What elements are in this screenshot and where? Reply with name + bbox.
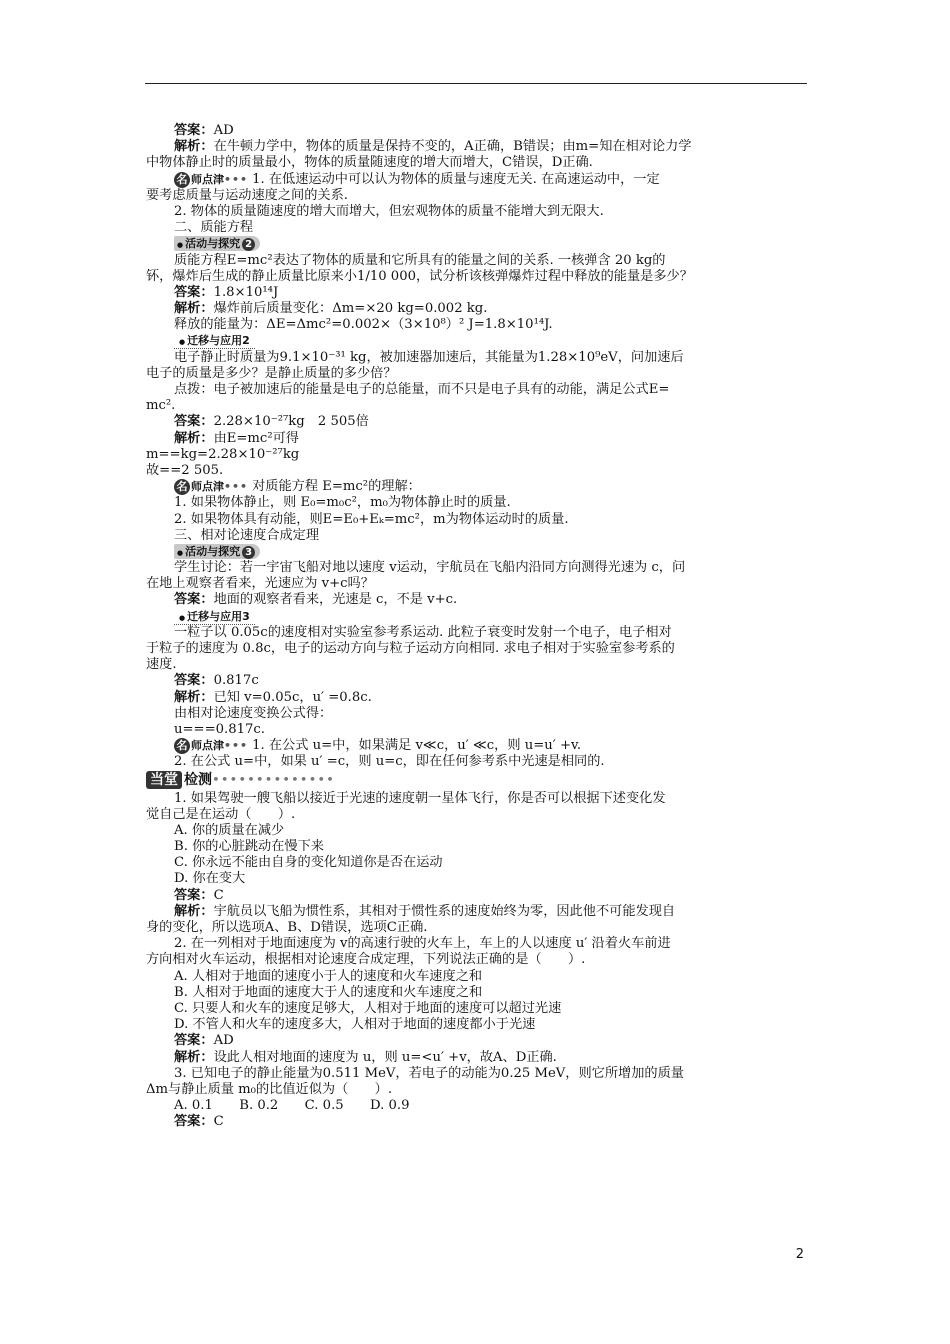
label-prefix: 解析： <box>174 1049 214 1065</box>
line-text: u===0.817c. <box>174 721 265 737</box>
text-line <box>146 269 814 285</box>
line-text: 2. 如果物体具有动能，则E=E₀+Eₖ=mc²，m为物体运动时的质量. <box>174 511 569 527</box>
text-line <box>174 1114 814 1130</box>
text-line <box>174 936 814 952</box>
text-line <box>146 398 814 414</box>
line-text: 地面的观察者看来，光速是 c，不是 v+c. <box>213 592 458 608</box>
text-line <box>174 738 814 754</box>
text-line <box>174 592 814 608</box>
text-line <box>174 722 814 738</box>
activity-number: 2 <box>242 238 255 251</box>
line-text: A. 你的质量在减少 <box>174 822 285 838</box>
apply-badge-label: 迁移与应用 <box>187 609 243 623</box>
text-line <box>150 771 814 791</box>
line-text: D. 不管人和火车的速度多大，人相对于地面的速度都小于光速 <box>174 1017 536 1033</box>
text-line <box>174 139 814 155</box>
line-text: 身的变化，所以选项A、B、D错误，选项C正确. <box>146 920 428 935</box>
text-line <box>174 204 814 220</box>
line-text: 中物体静止时的质量最小，物体的质量随速度的增大而增大，C错误，D正确. <box>146 155 593 171</box>
text-line <box>174 969 814 985</box>
dots-decoration: ••• <box>224 172 249 186</box>
line-text: C. 你永远不能由自身的变化知道你是否在运动 <box>174 855 443 871</box>
line-text: A. 人相对于地面的速度小于人的速度和火车速度之和 <box>174 968 483 984</box>
text-line <box>174 625 814 641</box>
line-text: 2. 在公式 u=中，如果 u′ =c，则 u=c，即在任何参考系中光速是相同的. <box>174 754 605 770</box>
text-line <box>174 301 814 317</box>
page-number: 2 <box>795 1247 804 1262</box>
line-text: 宇航员以飞船为惯性系，其相对于惯性系的速度始终为零，因此他不可能发现自 <box>213 903 676 919</box>
text-line <box>146 952 814 968</box>
text-line <box>174 317 814 333</box>
teacher-badge-label: 师点津 <box>191 480 224 494</box>
text-line <box>174 382 814 398</box>
line-text: 1. 在公式 u=中，如果满足 v≪c，u′ ≪c，则 u=u′ +v. <box>252 738 582 754</box>
text-line <box>146 657 814 673</box>
apply-badge-label: 迁移与应用 <box>187 334 243 348</box>
line-text: 于粒子的速度为 0.8c，电子的运动方向与粒子运动方向相同. 求电子相对于实验室参考系的 <box>146 641 675 656</box>
line-text: 已知 v=0.05c，u′ =0.8c. <box>213 689 372 705</box>
line-text: 由相对论速度变换公式得： <box>174 705 333 721</box>
text-line <box>174 220 814 236</box>
teacher-icon: 名 <box>174 172 190 188</box>
text-line <box>174 479 814 495</box>
teacher-tip-badge <box>174 479 248 494</box>
text-line <box>146 366 814 382</box>
line-text: 二、质能方程 <box>174 220 254 236</box>
line-text: 钚，爆炸后生成的静止质量比原来小1/10 000，试分析该核弹爆炸过程中释放的能量是多少？ <box>146 268 693 284</box>
text-line <box>174 512 814 528</box>
text-line <box>174 333 814 349</box>
line-text: AD <box>213 1033 234 1049</box>
text-line <box>174 754 814 770</box>
label-prefix: 答案： <box>174 887 214 903</box>
text-line <box>174 414 814 430</box>
line-text: 释放的能量为：ΔE=Δmc²=0.002×（3×10⁸）² J=1.8×10¹⁴J. <box>174 317 553 333</box>
label-prefix: 答案： <box>174 414 214 430</box>
document-body <box>146 123 814 1130</box>
line-text: 故==2 505. <box>146 462 224 478</box>
text-line <box>174 560 814 576</box>
line-text: 2.28×10⁻²⁷kg 2 505倍 <box>213 414 369 430</box>
section-test-badge <box>146 771 335 789</box>
line-text: 学生讨论：若一宇宙飞船对地以速度 v运动，宇航员在飞船内沿同方向测得光速为 c，问 <box>174 560 686 576</box>
line-text: 1. 如果驾驶一艘飞船以接近于光速的速度朝一星体飞行，你是否可以根据下述变化发 <box>174 790 666 806</box>
apply-number: 2 <box>242 334 250 348</box>
teacher-badge-label: 师点津 <box>191 739 224 753</box>
teacher-icon: 名 <box>174 738 190 754</box>
bullet-icon: ● <box>177 548 184 557</box>
line-text: 设此人相对地面的速度为 u，则 u=<u′ +v，故A、D正确. <box>213 1049 557 1065</box>
text-line <box>174 544 814 560</box>
text-line <box>174 706 814 722</box>
line-text: B. 人相对于地面的速度大于人的速度和火车速度之和 <box>174 984 483 1000</box>
apply-number: 3 <box>242 609 250 623</box>
text-line <box>174 431 814 447</box>
text-line <box>146 447 814 463</box>
text-line <box>174 285 814 301</box>
text-line <box>146 807 814 823</box>
activity-number: 3 <box>242 546 255 559</box>
text-line <box>146 641 814 657</box>
line-text: 在牛顿力学中，物体的质量是保持不变的，A正确，B错误；由m=知在相对论力学 <box>213 139 692 155</box>
dots-decoration: ••• <box>224 739 249 753</box>
text-line <box>174 823 814 839</box>
line-text: 一粒子以 0.05c的速度相对实验室参考系运动. 此粒子衰变时发射一个电子，电子相对 <box>174 624 672 640</box>
header-rule <box>145 83 807 84</box>
label-prefix: 答案： <box>174 673 214 689</box>
line-text: 1.8×10¹⁴J <box>213 284 279 300</box>
text-line <box>174 1033 814 1049</box>
line-text: 电子的质量是多少？是静止质量的多少倍？ <box>146 365 397 381</box>
teacher-badge-label: 师点津 <box>191 172 224 186</box>
text-line <box>174 985 814 1001</box>
text-line <box>174 888 814 904</box>
line-text: 在地上观察者看来，光速应为 v+c吗？ <box>146 576 374 592</box>
line-text: D. 你在变大 <box>174 871 246 887</box>
line-text: Δm与静止质量 m₀的比值近似为（ ）. <box>146 1081 393 1097</box>
text-line <box>174 123 814 139</box>
text-line <box>174 871 814 887</box>
line-text: 觉自己是在运动（ ）. <box>146 806 296 822</box>
activity-badge <box>174 236 260 251</box>
line-text: 三、相对论速度合成定理 <box>174 527 320 543</box>
text-line <box>146 920 814 936</box>
label-prefix: 答案： <box>174 592 214 608</box>
label-prefix: 答案： <box>174 123 214 138</box>
activity-badge-label: 活动与探究 <box>185 544 241 558</box>
text-line <box>174 690 814 706</box>
teacher-tip-badge <box>174 172 248 187</box>
line-text: 对质能方程 E=mc²的理解： <box>252 479 421 495</box>
text-line <box>174 904 814 920</box>
text-line <box>174 791 814 807</box>
line-text: C. 只要人和火车的速度足够大，人相对于地面的速度可以超过光速 <box>174 1000 562 1016</box>
teacher-tip-badge <box>174 738 248 753</box>
text-line <box>146 188 814 204</box>
line-text: 3. 已知电子的静止能量为0.511 MeV，若电子的动能为0.25 MeV，则它所增加的质量 <box>174 1065 684 1081</box>
line-text: 1. 如果物体静止，则 E₀=m₀c²，m₀为物体静止时的质量. <box>174 495 511 511</box>
line-text: 由E=mc²可得 <box>213 430 299 446</box>
line-text: 方向相对火车运动，根据相对论速度合成定理，下列说法正确的是（ ）. <box>146 952 586 968</box>
apply-badge <box>174 609 255 625</box>
line-text: 2. 在一列相对于地面速度为 v的高速行驶的火车上，车上的人以速度 u′ 沿着火车前进 <box>174 936 671 952</box>
text-line <box>174 1098 814 1114</box>
line-text: 电子静止时质量为9.1×10⁻³¹ kg，被加速器加速后，其能量为1.28×10⁹eV，问加速后 <box>174 349 684 365</box>
text-line <box>174 1017 814 1033</box>
text-line <box>146 463 814 479</box>
line-text: AD <box>213 123 234 138</box>
text-line <box>174 609 814 625</box>
line-text: 点拨：电子被加速后的能量是电子的总能量，而不只是电子具有的动能，满足公式E= <box>174 382 670 397</box>
label-prefix: 解析： <box>174 301 214 317</box>
text-line <box>174 673 814 689</box>
label-prefix: 解析： <box>174 430 214 446</box>
line-text: A. 0.1 B. 0.2 C. 0.5 D. 0.9 <box>174 1098 410 1114</box>
text-line <box>174 1050 814 1066</box>
dots-decoration: ••• <box>224 480 249 494</box>
activity-badge <box>174 544 260 559</box>
test-badge-label: 检测 <box>184 771 212 788</box>
label-prefix: 解析： <box>174 689 214 705</box>
test-badge-dark: 当堂 <box>146 771 182 789</box>
bullet-icon: ● <box>179 338 186 347</box>
text-line <box>146 155 814 171</box>
line-text: C <box>213 887 224 903</box>
line-text: 0.817c <box>213 673 259 689</box>
line-text: 要考虑质量与运动速度之间的关系. <box>146 187 349 203</box>
text-line <box>174 855 814 871</box>
text-line <box>174 1001 814 1017</box>
line-text: B. 你的心脏跳动在慢下来 <box>174 839 324 855</box>
apply-badge <box>174 333 255 349</box>
teacher-icon: 名 <box>174 479 190 495</box>
line-text: 爆炸前后质量变化：Δm=×20 kg=0.002 kg. <box>213 301 488 317</box>
label-prefix: 解析： <box>174 903 214 919</box>
text-line <box>174 839 814 855</box>
text-line <box>174 172 814 188</box>
label-prefix: 答案： <box>174 284 214 300</box>
line-text: m==kg=2.28×10⁻²⁷kg <box>146 446 300 462</box>
text-line <box>146 576 814 592</box>
dots-decoration: •••••••••••••• <box>212 772 335 788</box>
text-line <box>174 495 814 511</box>
line-text: 1. 在低速运动中可以认为物体的质量与速度无关. 在高速运动中，一定 <box>252 171 660 187</box>
line-text: C <box>213 1114 224 1130</box>
text-line <box>174 1066 814 1082</box>
label-prefix: 答案： <box>174 1033 214 1049</box>
line-text: 2. 物体的质量随速度的增大而增大，但宏观物体的质量不能增大到无限大. <box>174 203 604 219</box>
line-text: 速度. <box>146 657 177 673</box>
label-prefix: 解析： <box>174 139 214 155</box>
text-line <box>146 1082 814 1098</box>
bullet-icon: ● <box>179 613 186 622</box>
line-text: 质能方程E=mc²表达了物体的质量和它所具有的能量之间的关系. 一核弹含 20 kg的 <box>174 252 666 268</box>
bullet-icon: ● <box>177 241 184 250</box>
text-line <box>174 253 814 269</box>
line-text: mc². <box>146 398 176 414</box>
text-line <box>174 350 814 366</box>
activity-badge-label: 活动与探究 <box>185 237 241 251</box>
text-line <box>174 528 814 544</box>
text-line <box>174 236 814 252</box>
label-prefix: 答案： <box>174 1114 214 1130</box>
